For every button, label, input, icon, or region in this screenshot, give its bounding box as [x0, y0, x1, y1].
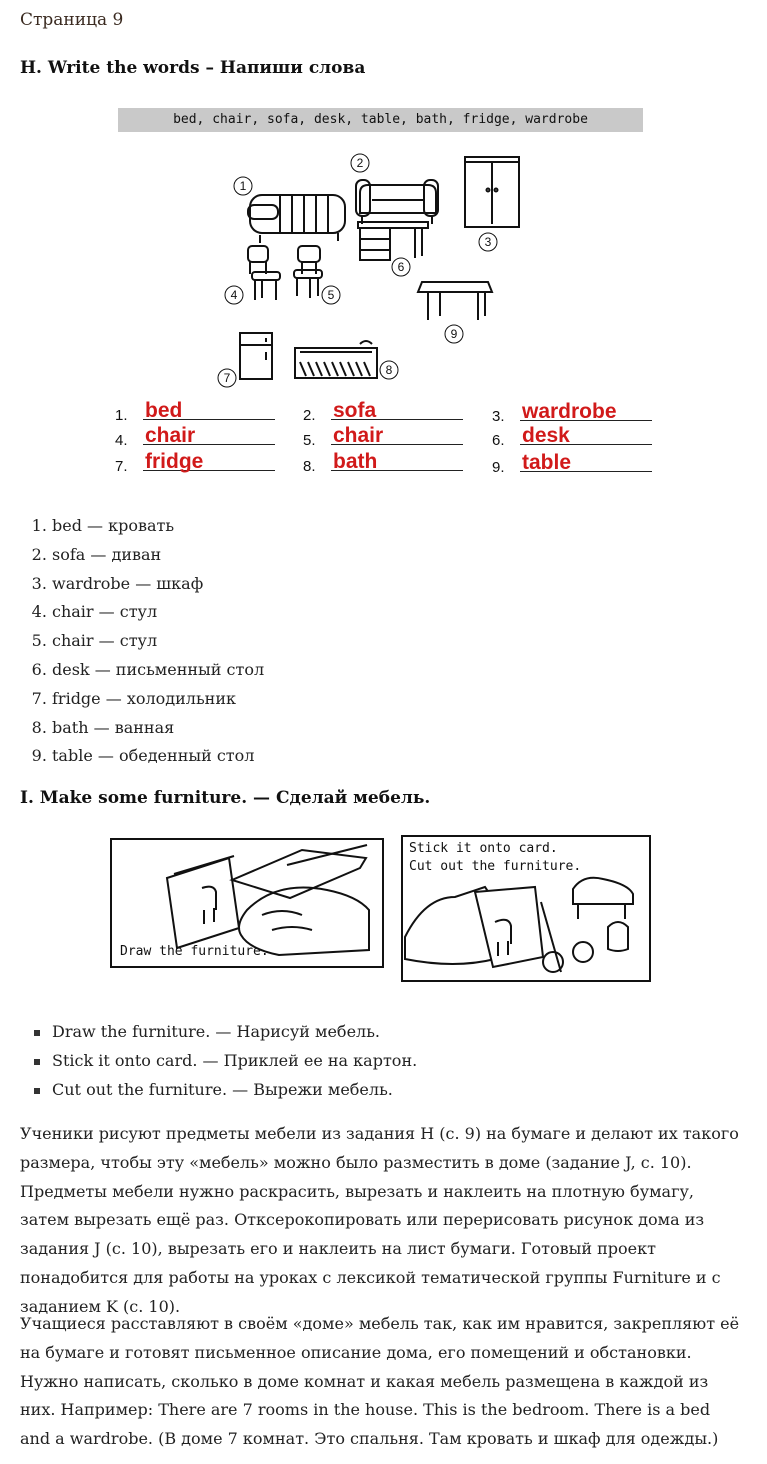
answer-word: sofa — [333, 399, 377, 422]
answer-number: 5. — [303, 432, 316, 449]
answer-number: 3. — [492, 408, 505, 425]
svg-text:5: 5 — [327, 288, 335, 302]
caption-stick: Stick it onto card. — [409, 841, 558, 856]
answer-number: 8. — [303, 458, 316, 475]
list-item: 6. desk — письменный стол — [52, 656, 264, 685]
answer-2 — [303, 400, 463, 424]
list-item: 3. wardrobe — шкаф — [52, 570, 264, 599]
picture-number-4 — [225, 286, 243, 304]
list-item: 7. fridge — холодильник — [52, 685, 264, 714]
svg-text:3: 3 — [484, 235, 492, 249]
list-item: 2. sofa — диван — [52, 541, 264, 570]
answer-6 — [492, 425, 652, 449]
svg-text:1: 1 — [239, 179, 247, 193]
picture-number-8 — [380, 361, 398, 379]
answer-word: chair — [333, 424, 384, 447]
svg-text:2: 2 — [356, 156, 364, 170]
chair-drawing-5 — [294, 246, 322, 298]
list-item: Cut out the furniture. — Вырежи мебель. — [52, 1076, 417, 1105]
answer-word: table — [522, 451, 572, 474]
list-item: 5. chair — стул — [52, 627, 264, 656]
picture-number-9 — [445, 325, 463, 343]
page-label: Страница 9 — [20, 10, 124, 30]
paragraph-description: Учащиеся расставляют в своём «доме» мебель так, как им нравится, закрепляют её на бумаге и готовят письменное описание дома, его помещений и обстановки. Нужно написать, сколько в доме комнат и какая мебель размещена в каждой из них. Например: There are 7 rooms in the house. This is the bedroom. There is a bed and a wardrobe. (В доме 7 комнат. Это спальня. Там кровать и шкаф для одежды.) — [20, 1314, 740, 1449]
picture-number-3 — [479, 233, 497, 251]
scissors-icon — [403, 837, 649, 980]
table-drawing — [418, 282, 492, 320]
answer-number: 2. — [303, 407, 316, 424]
answer-number: 1. — [115, 407, 128, 424]
answer-number: 9. — [492, 459, 505, 476]
exercise-h-figure — [110, 100, 655, 490]
picture-number-1 — [234, 177, 252, 195]
exercise-i-heading: I. Make some furniture. — Сделай мебель. — [20, 788, 431, 808]
answer-grid — [110, 400, 655, 490]
furniture-illustration — [110, 100, 655, 400]
picture-number-6 — [392, 258, 410, 276]
svg-text:8: 8 — [385, 363, 393, 377]
svg-text:4: 4 — [230, 288, 238, 302]
answer-3 — [492, 401, 652, 425]
list-item: 8. bath — ванная — [52, 714, 264, 743]
list-item: Draw the furniture. — Нарисуй мебель. — [52, 1018, 417, 1047]
desk-drawing — [358, 222, 428, 260]
answer-word: desk — [522, 424, 570, 447]
answer-word: chair — [145, 424, 196, 447]
bath-drawing — [295, 341, 377, 378]
answer-1 — [115, 400, 275, 424]
exercise-h-heading: H. Write the words – Напиши слова — [20, 58, 366, 78]
caption-cut: Cut out the furniture. — [409, 859, 582, 874]
svg-text:7: 7 — [223, 371, 231, 385]
answer-8 — [303, 451, 463, 475]
answer-4 — [115, 425, 275, 449]
answer-number: 7. — [115, 458, 128, 475]
picture-number-5 — [322, 286, 340, 304]
paragraph-instructions: Ученики рисуют предметы мебели из задания H (с. 9) на бумаге и делают их такого размера, чтобы эту «мебель» можно было разместить в доме (задание J, с. 10). Предметы мебели нужно раскрасить, вырезать и наклеить на плотную бумагу, затем вырезать ещё раз. Отксерокопировать или перерисовать рисунок дома из задания J (с. 10), вырезать его и наклеить на лист бумаги. Готовый проект понадобится для работы на уроках с лексикой тематической группы Furniture и с заданием K (с. 10). — [20, 1124, 739, 1316]
stick-cut-illustration — [401, 835, 651, 982]
chair-drawing-4 — [248, 246, 280, 300]
list-item: Stick it onto card. — Приклей ее на картон. — [52, 1047, 417, 1076]
answer-number: 4. — [115, 432, 128, 449]
picture-number-2 — [351, 154, 369, 172]
list-item: 1. bed — кровать — [52, 512, 264, 541]
answer-word: bath — [333, 450, 378, 473]
draw-furniture-illustration — [110, 838, 384, 968]
sofa-drawing — [356, 180, 438, 224]
answer-7 — [115, 451, 275, 475]
picture-number-7 — [218, 369, 236, 387]
svg-text:6: 6 — [397, 260, 405, 274]
wardrobe-drawing — [465, 157, 519, 227]
bed-drawing — [248, 195, 345, 243]
vocabulary-list — [20, 512, 264, 771]
answer-9 — [492, 452, 652, 476]
answer-5 — [303, 425, 463, 449]
fridge-drawing — [240, 333, 272, 379]
list-item: 9. table — обеденный стол — [52, 742, 264, 771]
caption-draw: Draw the furniture. — [120, 944, 269, 959]
answer-number: 6. — [492, 432, 505, 449]
list-item: 4. chair — стул — [52, 598, 264, 627]
svg-text:9: 9 — [450, 327, 458, 341]
answer-word: fridge — [145, 450, 204, 473]
answer-word: wardrobe — [522, 400, 617, 423]
steps-list — [20, 1018, 417, 1104]
word-bank: bed, chair, sofa, desk, table, bath, fridge, wardrobe — [118, 108, 643, 132]
answer-word: bed — [145, 399, 183, 422]
